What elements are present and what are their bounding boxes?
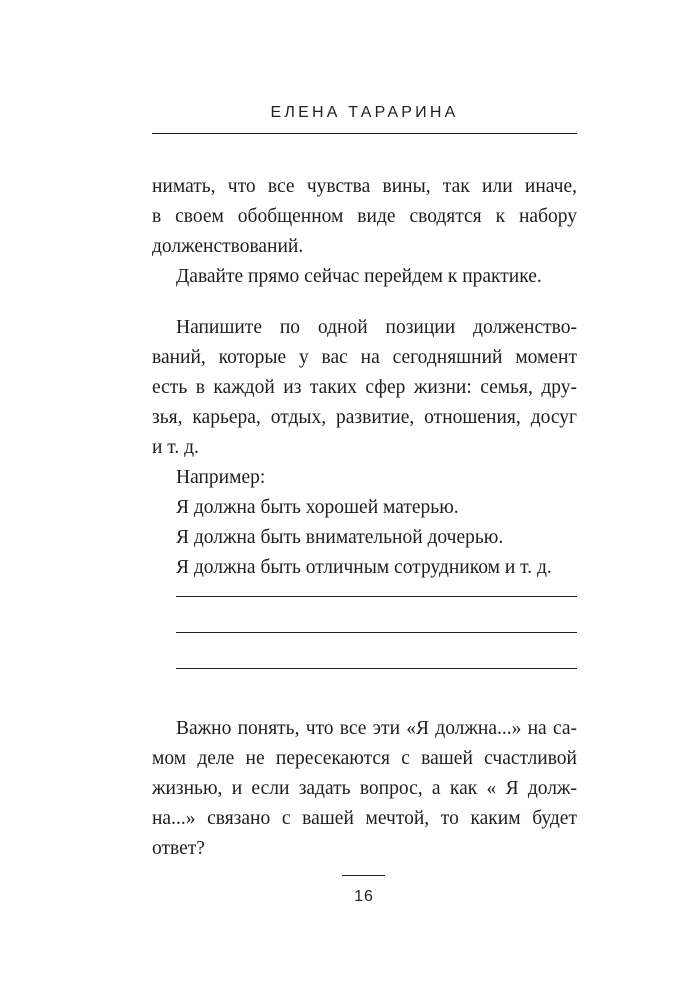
text-line: ответ? xyxy=(152,838,205,859)
text-line: на...» связано с вашей мечтой, то каким будет xyxy=(152,808,577,829)
text-line: и т. д. xyxy=(152,437,199,458)
paragraph-continuation xyxy=(152,172,577,292)
running-header: ЕЛЕНА ТАРАРИНА xyxy=(270,104,459,121)
text-line: нимать, что все чувства вины, так или иначе, xyxy=(152,176,577,197)
text-line: долженствований. xyxy=(152,236,304,257)
answer-line xyxy=(176,632,577,633)
page-number: 16 xyxy=(354,888,374,905)
text-line: ваний, которые у вас на сегодняшний момент xyxy=(152,347,577,368)
text-line: жизнью, и если задать вопрос, а как « Я долж- xyxy=(152,778,577,799)
answer-line xyxy=(176,668,577,669)
text-line: Напишите по одной позиции долженство- xyxy=(176,317,577,338)
example-item: Я должна быть отличным сотрудником и т. д. xyxy=(176,557,552,578)
text-line: зья, карьера, отдых, развитие, отношения, досуг xyxy=(152,407,577,428)
footer-rule xyxy=(342,875,385,876)
text-line: мом деле не пересекаются с вашей счастливой xyxy=(152,748,577,769)
text-line: Давайте прямо сейчас перейдем к практике. xyxy=(176,266,542,287)
example-item: Я должна быть внимательной дочерью. xyxy=(176,527,504,548)
header-rule xyxy=(152,133,577,134)
exercise-instructions xyxy=(152,313,577,583)
paragraph-conclusion xyxy=(152,714,577,864)
example-item: Я должна быть хорошей матерью. xyxy=(176,497,459,518)
text-line: Важно понять, что все эти «Я должна...» на са- xyxy=(176,718,577,739)
text-line: в своем обобщенном виде сводятся к набору xyxy=(152,206,577,227)
examples-heading: Например: xyxy=(176,467,266,488)
text-line: есть в каждой из таких сфер жизни: семья, дру- xyxy=(152,377,577,398)
answer-line xyxy=(176,596,577,597)
